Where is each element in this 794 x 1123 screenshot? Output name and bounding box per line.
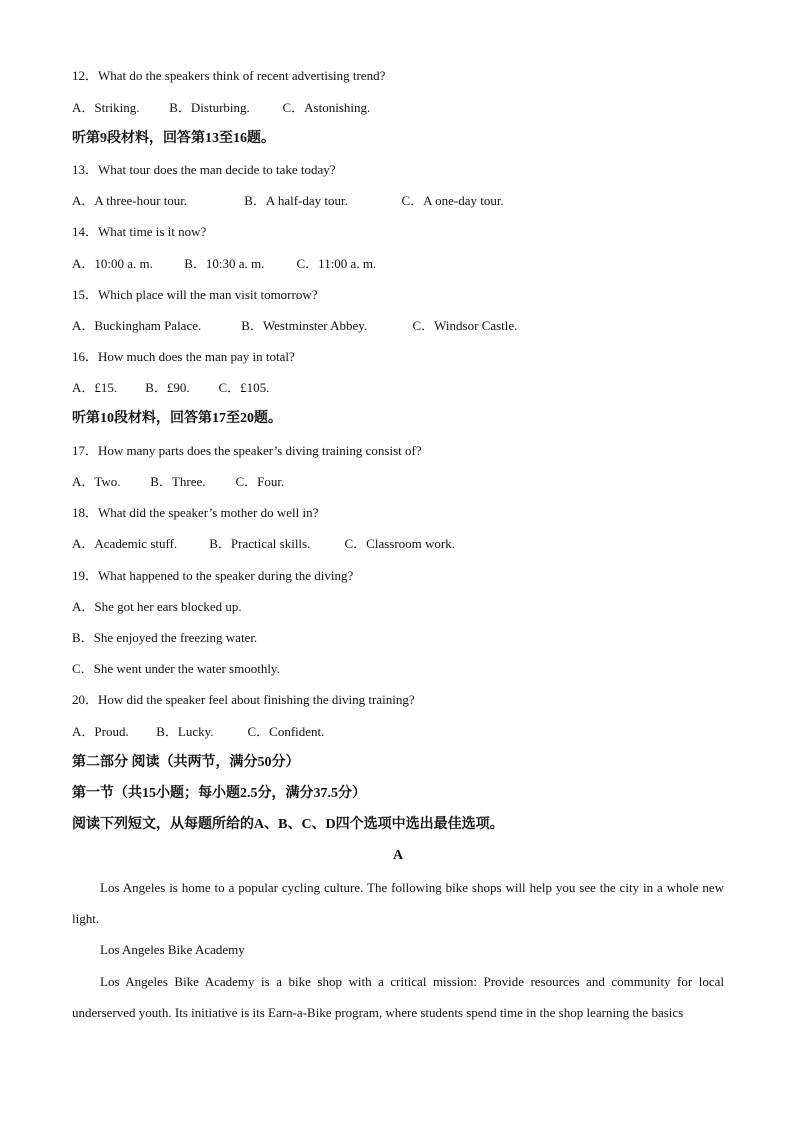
- option-c: C．Classroom work.: [344, 536, 456, 551]
- question-14: 14．What time is it now?: [72, 224, 207, 239]
- passage-label: A: [392, 848, 404, 863]
- option-b: B．Disturbing.: [169, 100, 250, 115]
- option-c: C．Astonishing.: [282, 100, 371, 115]
- option-a: A．Two.: [72, 474, 121, 489]
- passage-paragraph-2: Los Angeles Bike Academy is a bike shop with a critical mission: Provide resources and community for local underserved youth. Its initiative is its Earn-a-Bike program, where students spend time in the shop learning the basics: [72, 974, 724, 1020]
- options-14: [72, 255, 376, 273]
- option-c: C．Four.: [235, 474, 285, 489]
- option-b: B．A half-day tour.: [244, 193, 348, 208]
- option-a: A．Proud.: [72, 724, 129, 739]
- option-a: A．A three-hour tour.: [72, 193, 188, 208]
- passage-subheading: Los Angeles Bike Academy: [100, 942, 245, 957]
- options-16: [72, 379, 269, 397]
- option-19-b: B．She enjoyed the freezing water.: [72, 630, 258, 645]
- question-17: 17．How many parts does the speaker’s diving training consist of?: [72, 443, 422, 458]
- question-12: 12．What do the speakers think of recent advertising trend?: [72, 68, 386, 83]
- options-17: [72, 473, 284, 491]
- option-19-c: C．She went under the water smoothly.: [72, 661, 280, 676]
- section-10-heading: 听第10段材料，回答第17至20题。: [72, 411, 282, 426]
- question-19: 19．What happened to the speaker during the diving?: [72, 568, 354, 583]
- option-b: B．Practical skills.: [209, 536, 311, 551]
- option-b: B．10:30 a. m.: [184, 256, 265, 271]
- option-c: C．£105.: [218, 380, 270, 395]
- option-b: B．Lucky.: [156, 724, 214, 739]
- options-12: [72, 99, 370, 117]
- section-9-heading: 听第9段材料，回答第13至16题。: [72, 131, 275, 146]
- option-a: A．Striking.: [72, 100, 140, 115]
- options-15: [72, 317, 517, 335]
- options-20: [72, 723, 324, 741]
- options-13: [72, 192, 504, 210]
- option-a: A．£15.: [72, 380, 118, 395]
- option-a: A．Buckingham Palace.: [72, 318, 202, 333]
- passage-paragraph-1: Los Angeles is home to a popular cycling culture. The following bike shops will help you see the city in a whole new light.: [72, 880, 724, 926]
- option-a: A．Academic stuff.: [72, 536, 178, 551]
- option-b: B．£90.: [145, 380, 190, 395]
- section-1-heading: 第一节（共15小题；每小题2.5分，满分37.5分）: [72, 786, 366, 801]
- question-20: 20．How did the speaker feel about finishing the diving training?: [72, 692, 415, 707]
- option-c: C．A one-day tour.: [401, 193, 504, 208]
- question-18: 18．What did the speaker’s mother do well in?: [72, 505, 319, 520]
- reading-instruction: 阅读下列短文，从每题所给的A、B、C、D四个选项中选出最佳选项。: [72, 817, 504, 832]
- option-19-a: A．She got her ears blocked up.: [72, 599, 242, 614]
- question-15: 15．Which place will the man visit tomorrow?: [72, 287, 318, 302]
- option-b: B．Westminster Abbey.: [241, 318, 368, 333]
- option-b: B．Three.: [150, 474, 206, 489]
- option-a: A．10:00 a. m.: [72, 256, 153, 271]
- question-16: 16．How much does the man pay in total?: [72, 349, 295, 364]
- part-2-heading: 第二部分 阅读（共两节，满分50分）: [72, 755, 300, 770]
- option-c: C．11:00 a. m.: [296, 256, 377, 271]
- option-c: C．Confident.: [247, 724, 325, 739]
- options-18: [72, 535, 455, 553]
- option-c: C．Windsor Castle.: [412, 318, 518, 333]
- question-13: 13．What tour does the man decide to take today?: [72, 162, 336, 177]
